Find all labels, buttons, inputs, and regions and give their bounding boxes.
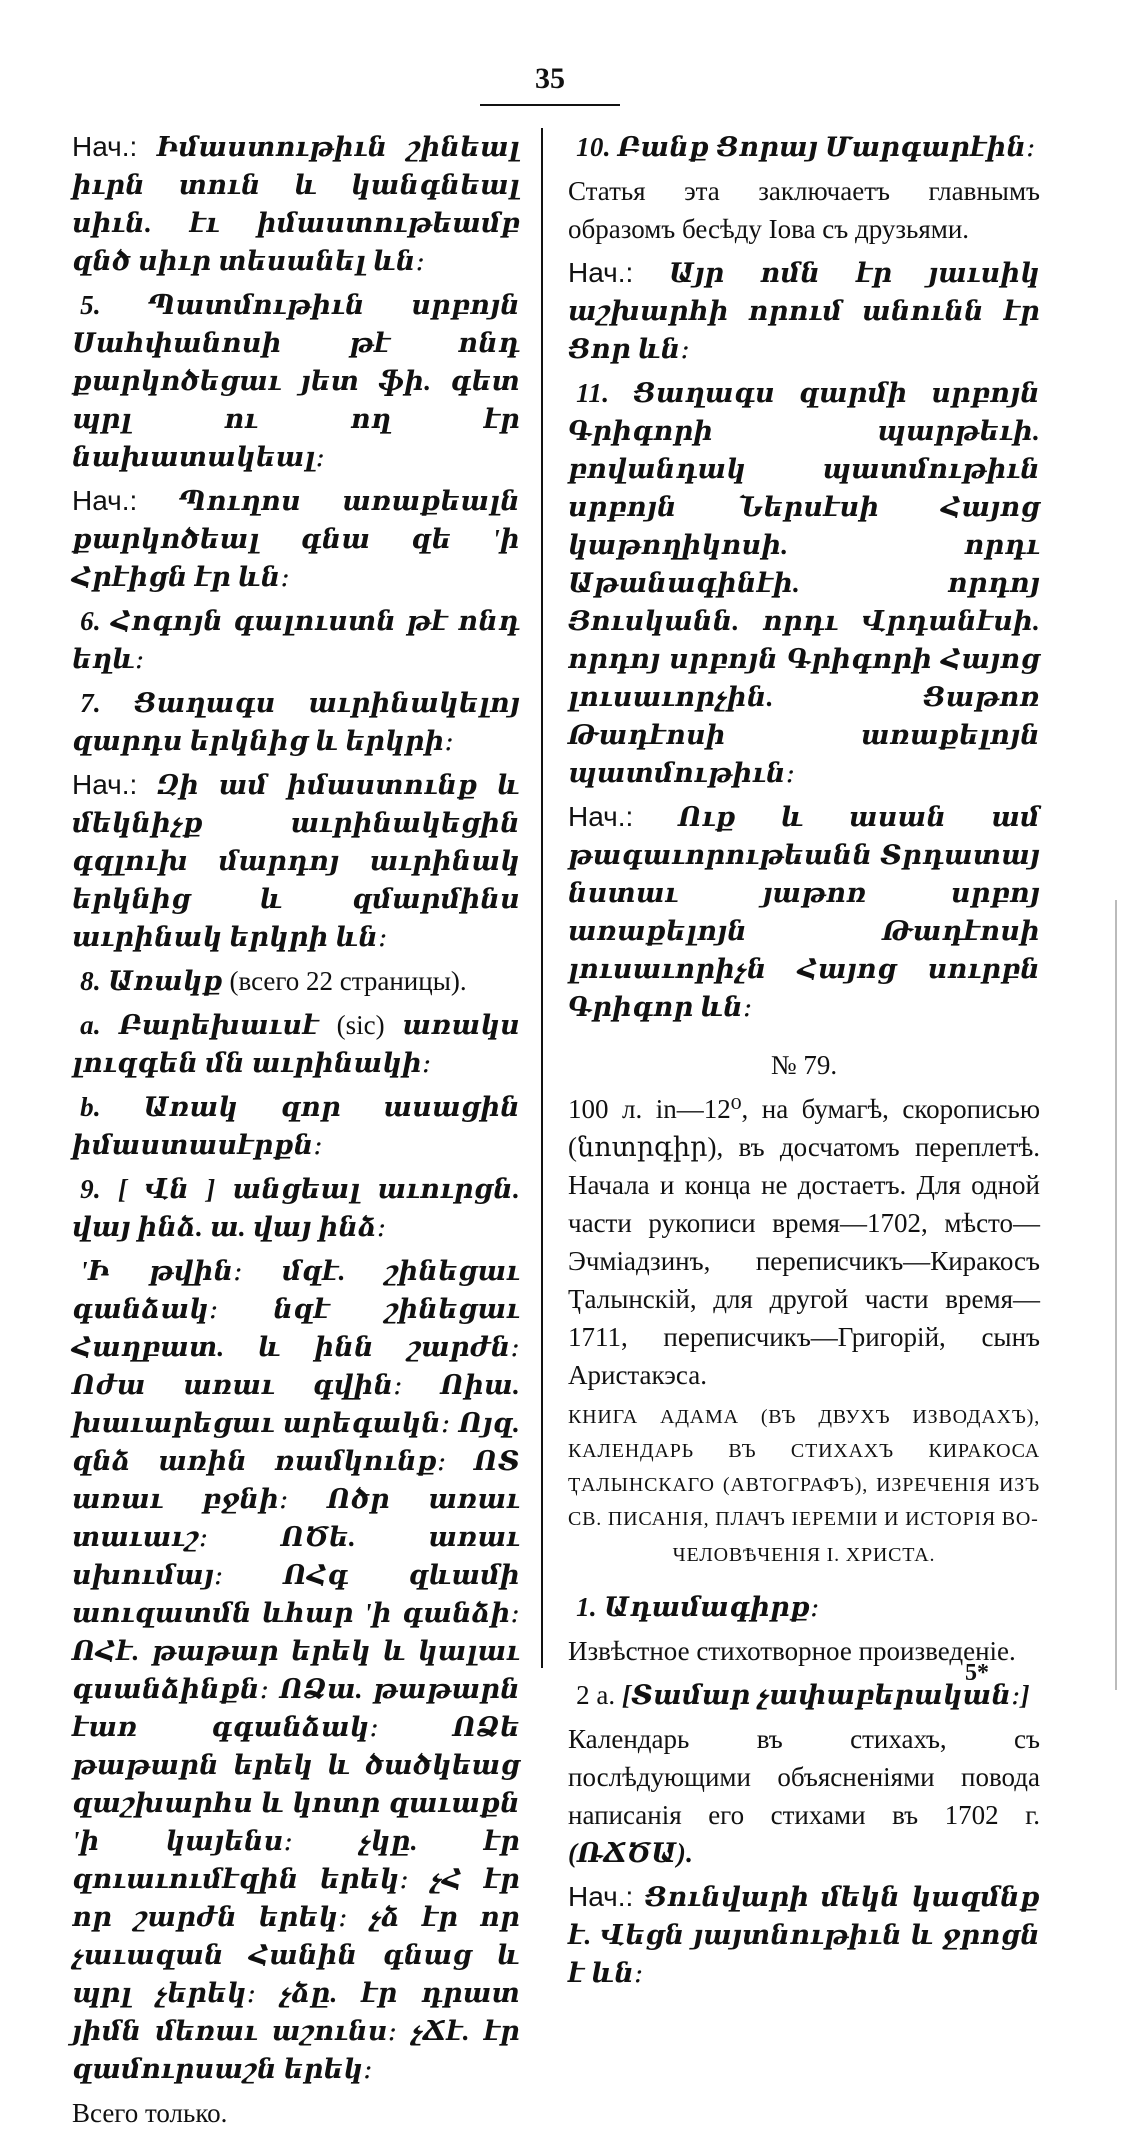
incipit-label: Нач.:: [72, 131, 138, 162]
item-2-description: [568, 1720, 1040, 1872]
item-1-title: 1. Ադամագիրք։: [576, 1592, 820, 1622]
left-column: [72, 128, 520, 2138]
contents-heading: КНИГА АДАМА (ВЪ ДВУХЪ ИЗВОДАХЪ), КАЛЕНДАРЬ ВЪ СТИХАХЪ КИРАКОСА ҬАЛЫНСКАГО (АВТОГРАФЪ), ИЗРЕЧЕНІЯ ИЗЪ СВ. ПИСАНІЯ, ПЛАЧЪ ІЕРЕМІИ И ИСТОРІЯ ВО-: [568, 1406, 1040, 1530]
entry-10: 10. Բանք Ցորայ Մարգարէին։: [576, 132, 1036, 162]
entry-5: 5. Պատմութիւն սրբոյն Սահփանոսի թէ ոնդ քարկոծեցաւ յետ ֆի. գետ պրլ ու ող էր նախատակեալ։: [72, 290, 520, 472]
contents-heading-end: ЧЕЛОВѢЧЕНІЯ І. ХРИСТА.: [672, 1544, 936, 1566]
spacer: [568, 1032, 1040, 1046]
entry-7: 7. Ցաղագս աւրինակելոյ զարդս երկնից և երկրի։: [72, 688, 520, 756]
right-paragraph-14: [568, 1878, 1040, 1992]
armenian-text: Պուղոս առաքեալն քարկոծեալ գնա զե 'ի Հրէիցն էր ևն։: [72, 486, 521, 592]
russian-note: (всего 22 страницы).: [222, 966, 467, 996]
incipit-label: Нач.:: [568, 801, 634, 832]
entry-11: 11. Ցաղագս զարմի սրբոյն Գրիգորի պարթեւի. բովանդակ պատմութիւն սրբոյն Ներսէսի Հայոց կաթողիկոսի. որդւ Աթանագինէի. որդոյ Յուսկանն. որդւ Վրդանէսի. որդոյ սրբոյն Գրիգորի Հայոց լուսաւորչին. Ցաթոռ Թադէոսի առաքելոյն պատմութիւն։: [568, 378, 1040, 788]
armenian-text: Ուք և ասան ամ թագաւորութեանն Տրդատայ նստաւ յաթոռ սրբոյ առաքելոյն Թադէոսի լուսաւորիչն Հայոց սուրբն Գրիգոր ևն։: [568, 802, 1040, 1022]
armenian-text: Այր ոմն էր յաւսիկ աշխարհի որում անունն էր Ցոր ևն։: [568, 258, 1041, 364]
left-paragraph-1: [72, 128, 520, 280]
russian-description: Статья эта заключаетъ главнымъ образомъ бесѣду Іова съ друзьями.: [568, 176, 1040, 244]
entry-8a: [72, 1006, 520, 1082]
entry-6: 6. Հոգոյն գալուստն թէ ոնդ եղև։: [72, 606, 520, 674]
armenian-text: Զի ամ իմաստունք և մեկնիչք աւրինակեցին գզլուխ մարդոյ աւրինակ երկնից և զմարմինս աւրինակ երկրի ևն։: [72, 770, 520, 952]
entry-9: 9. [ Վն ] անցեալ աւուրցն. վայ ինձ. ա. վայ ինձ։: [72, 1174, 520, 1242]
armenian-text: Ցունվարի մեկն կազմնք է. Վեցն յայտնութիւն և ջրոցն է ևն։: [568, 1882, 1040, 1988]
column-divider: [541, 128, 543, 1668]
left-paragraph-3: [72, 482, 520, 596]
russian-text: Календарь въ стихахъ, съ послѣдующими объясненіями повода написанія его стихами въ 1702 г.: [568, 1724, 1040, 1830]
signature-mark: 5*: [965, 1660, 989, 1686]
page-edge-mark: [1115, 900, 1117, 1690]
closing-note: Всего только.: [72, 2098, 228, 2128]
left-paragraph-6: [72, 766, 520, 956]
armenian-text: (ՌՃԾԱ).: [568, 1838, 694, 1868]
spacer: [568, 1574, 1040, 1588]
entry-8b: b. Առակ զոր ասացին իմաստասէրքն։: [72, 1092, 520, 1160]
armenian-text: Իմաստութիւն շինեալ իւրն տուն և կանգնեալ սիւն. էւ իմաստութեամբ զնծ սիւր տեսանել ևն։: [72, 132, 520, 276]
manuscript-description: 100 л. in—12⁰, на бумагѣ, скорописью (նոտրգիր), въ досчатомъ переплетѣ. Начала и конца не достаетъ. Для одной части рукописи время—1702, мѣсто—Эчміадзинъ, переписчикъ—Киракосъ Ҭалынскій, для другой части время—1711, переписчикъ—Григорій, сынъ Аристакэса.: [568, 1094, 1040, 1390]
armenian-text: a. Բարեխաւսէ: [80, 1010, 319, 1040]
incipit-label: Нач.:: [72, 769, 138, 800]
chronicle-text: 'Ի թվին։ մզէ. շինեցաւ գանձակ։ նզէ շինեցաւ Հաղբատ. և ինն շարժն։ Ոժա առաւ գվին։ Ոիա. խաւարեցաւ արեգակն։ Ոյզ. զնձ առին ռամկունք։ ՈՏ առաւ բջնի։ Ոծր առաւ տաւաւշ։ ՈԾե. առաւ սխումայ։ ՈՀգ զևամի աուզատմն ևհար 'ի գանձի։ ՈՀէ. թաթար երեկ և կալաւ գսանձինքն։ ՈՁա. թաթարն էառ գգանձակ։ ՈՁե թաթարն երեկ և ծածկեաց զաշխարհս և կոտր զաւաքն 'ի կայենս։ չկը. էր զուաւումէզին երեկ։ չՀ էր որ շարժն երեկ։ չձ էր որ չաւազան Հանին գնաց և պրլ չերեկ։ չձը. էր դրատ յիմն մեռաւ աշունս։ չՃէ. էր զամուրսաշն երեկ։: [72, 1256, 520, 2084]
incipit-label: Нач.:: [72, 485, 138, 516]
page-number-rule: [480, 104, 620, 106]
item-1-description: Извѣстное стихотворное произведеніе.: [568, 1636, 1016, 1666]
sic-note: (sic): [318, 1010, 403, 1040]
page-number: 35: [535, 62, 565, 95]
right-paragraph-5: [568, 798, 1040, 1026]
manuscript-number: № 79.: [770, 1050, 838, 1080]
right-column: [568, 128, 1040, 1998]
item-2-number: 2 а.: [576, 1680, 616, 1710]
armenian-text: 8. Առակք: [80, 966, 223, 996]
incipit-label: Нач.:: [568, 257, 634, 288]
right-paragraph-3: [568, 254, 1040, 368]
armenian-text: առակս լուզգեն մն աւրինակի։: [72, 1010, 521, 1078]
incipit-label: Нач.:: [568, 1881, 634, 1912]
armenian-text: [Տամար չափաբերական։]: [621, 1680, 1030, 1710]
entry-8: [72, 962, 520, 1000]
